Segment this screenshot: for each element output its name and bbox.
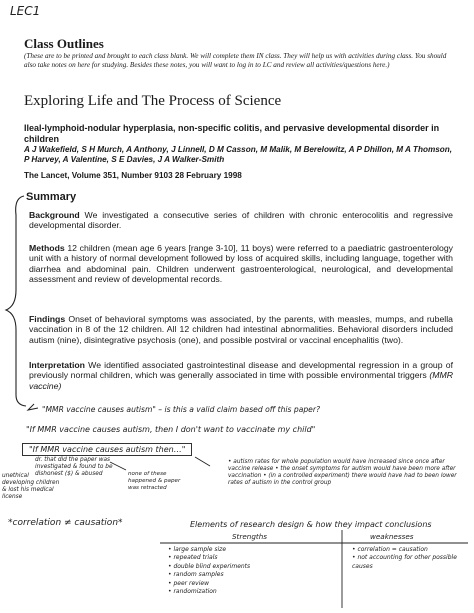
interpretation-label: Interpretation <box>29 360 85 370</box>
question-arrow <box>28 404 38 410</box>
interpretation-text: We identified associated gastrointestinal disease and developmental regression in a group of previously normal children, which was generally associated in time with possible environmental triggers <box>29 360 453 381</box>
handwritten-note-license: unethical developing children & lost his medical license <box>2 473 60 500</box>
findings-text: Onset of behavioral symptoms was associated, by the parents, with measles, mumps, and rubella vaccination in 8 of the 12 children. All 12 children had intestinal abnormalities. Behavioral disorders included autism (nine), disintegrative psychosis (one), and possible postviral or vaccinal encephalitis (two). <box>29 314 453 345</box>
handwritten-note-doctor: dr. that did the paper was investigated & found to be dishonest ($) & abused <box>35 457 113 477</box>
list-item: • randomization <box>168 588 250 596</box>
handwritten-quote: "If MMR vaccine causes autism, then I don't want to vaccinate my child" <box>26 425 316 434</box>
methods-text: 12 children (mean age 6 years [range 3-10], 11 boys) were referred to a paediatric gastroenterology unit with a history of normal development followed by loss of acquired skills, including language, together with diarrhea and abdominal pain. Children underwent gastroenterological, neurological, and developmental assessment and review of developmental records. <box>29 243 453 285</box>
paper-title: Ileal-lymphoid-nodular hyperplasia, non-specific colitis, and pervasive developmental disorder in children <box>24 123 440 144</box>
paper-citation: The Lancet, Volume 351, Number 9103 28 February 1998 <box>24 171 242 180</box>
list-item: • peer review <box>168 580 250 588</box>
mid-arrow <box>195 457 210 466</box>
list-item: • repeated trials <box>168 554 250 562</box>
lecture-label: LEC1 <box>10 4 41 18</box>
table-title: Elements of research design & how they impact conclusions <box>190 520 432 529</box>
handwritten-question: "MMR vaccine causes autism" – is this a valid claim based off this paper? <box>42 405 320 414</box>
weaknesses-heading: weaknesses <box>370 532 414 541</box>
strengths-heading: Strengths <box>232 532 267 541</box>
methods-label: Methods <box>29 243 65 253</box>
summary-heading: Summary <box>26 191 77 203</box>
list-item: • double blind experiments <box>168 563 250 571</box>
background-label: Background <box>29 210 80 220</box>
section-title: Exploring Life and The Process of Science <box>24 93 282 109</box>
weaknesses-list <box>352 546 474 571</box>
findings-label: Findings <box>29 314 66 324</box>
class-outlines-note: (These are to be printed and brought to each class blank. We will complete them IN class. They will help us with activities during class. You should also take notes on here for studying. Besides these notes, you will want to log in to LC and review all activities/questions here.) <box>24 52 447 69</box>
class-outlines-heading: Class Outlines <box>24 36 104 51</box>
list-item: • large sample size <box>168 546 250 554</box>
interpretation-italic: (MMR vaccine) <box>29 370 453 391</box>
strengths-list <box>168 546 250 596</box>
summary-bracket <box>6 196 26 406</box>
correlation-note: *correlation ≠ causation* <box>8 518 123 528</box>
handwritten-note-evidence: • autism rates for whole population would have increased since once after vaccine release • the onset symptoms for autism would have been more after vaccination • (in a controlled experiment) there would have had to been lower rates of autism in the control group <box>228 459 457 486</box>
list-item: • not accounting for other possible causes <box>352 554 474 571</box>
paper-authors: A J Wakefield, S H Murch, A Anthony, J Linnell, D M Casson, M Malik, M Berelowitz, A P Dhillon, M A Thomson, P Harvey, A Valentine, S E Davies, J A Walker-Smith <box>24 145 453 164</box>
handwritten-note-retracted: none of these happened & paper was retracted <box>128 471 181 491</box>
background-text: We investigated a consecutive series of children with chronic enterocolitis and regressive developmental disorder. <box>29 210 453 231</box>
list-item: • correlation = causation <box>352 546 474 554</box>
handwritten-boxed-quote: "If MMR vaccine causes autism then…" <box>22 443 192 456</box>
list-item: • random samples <box>168 571 250 579</box>
